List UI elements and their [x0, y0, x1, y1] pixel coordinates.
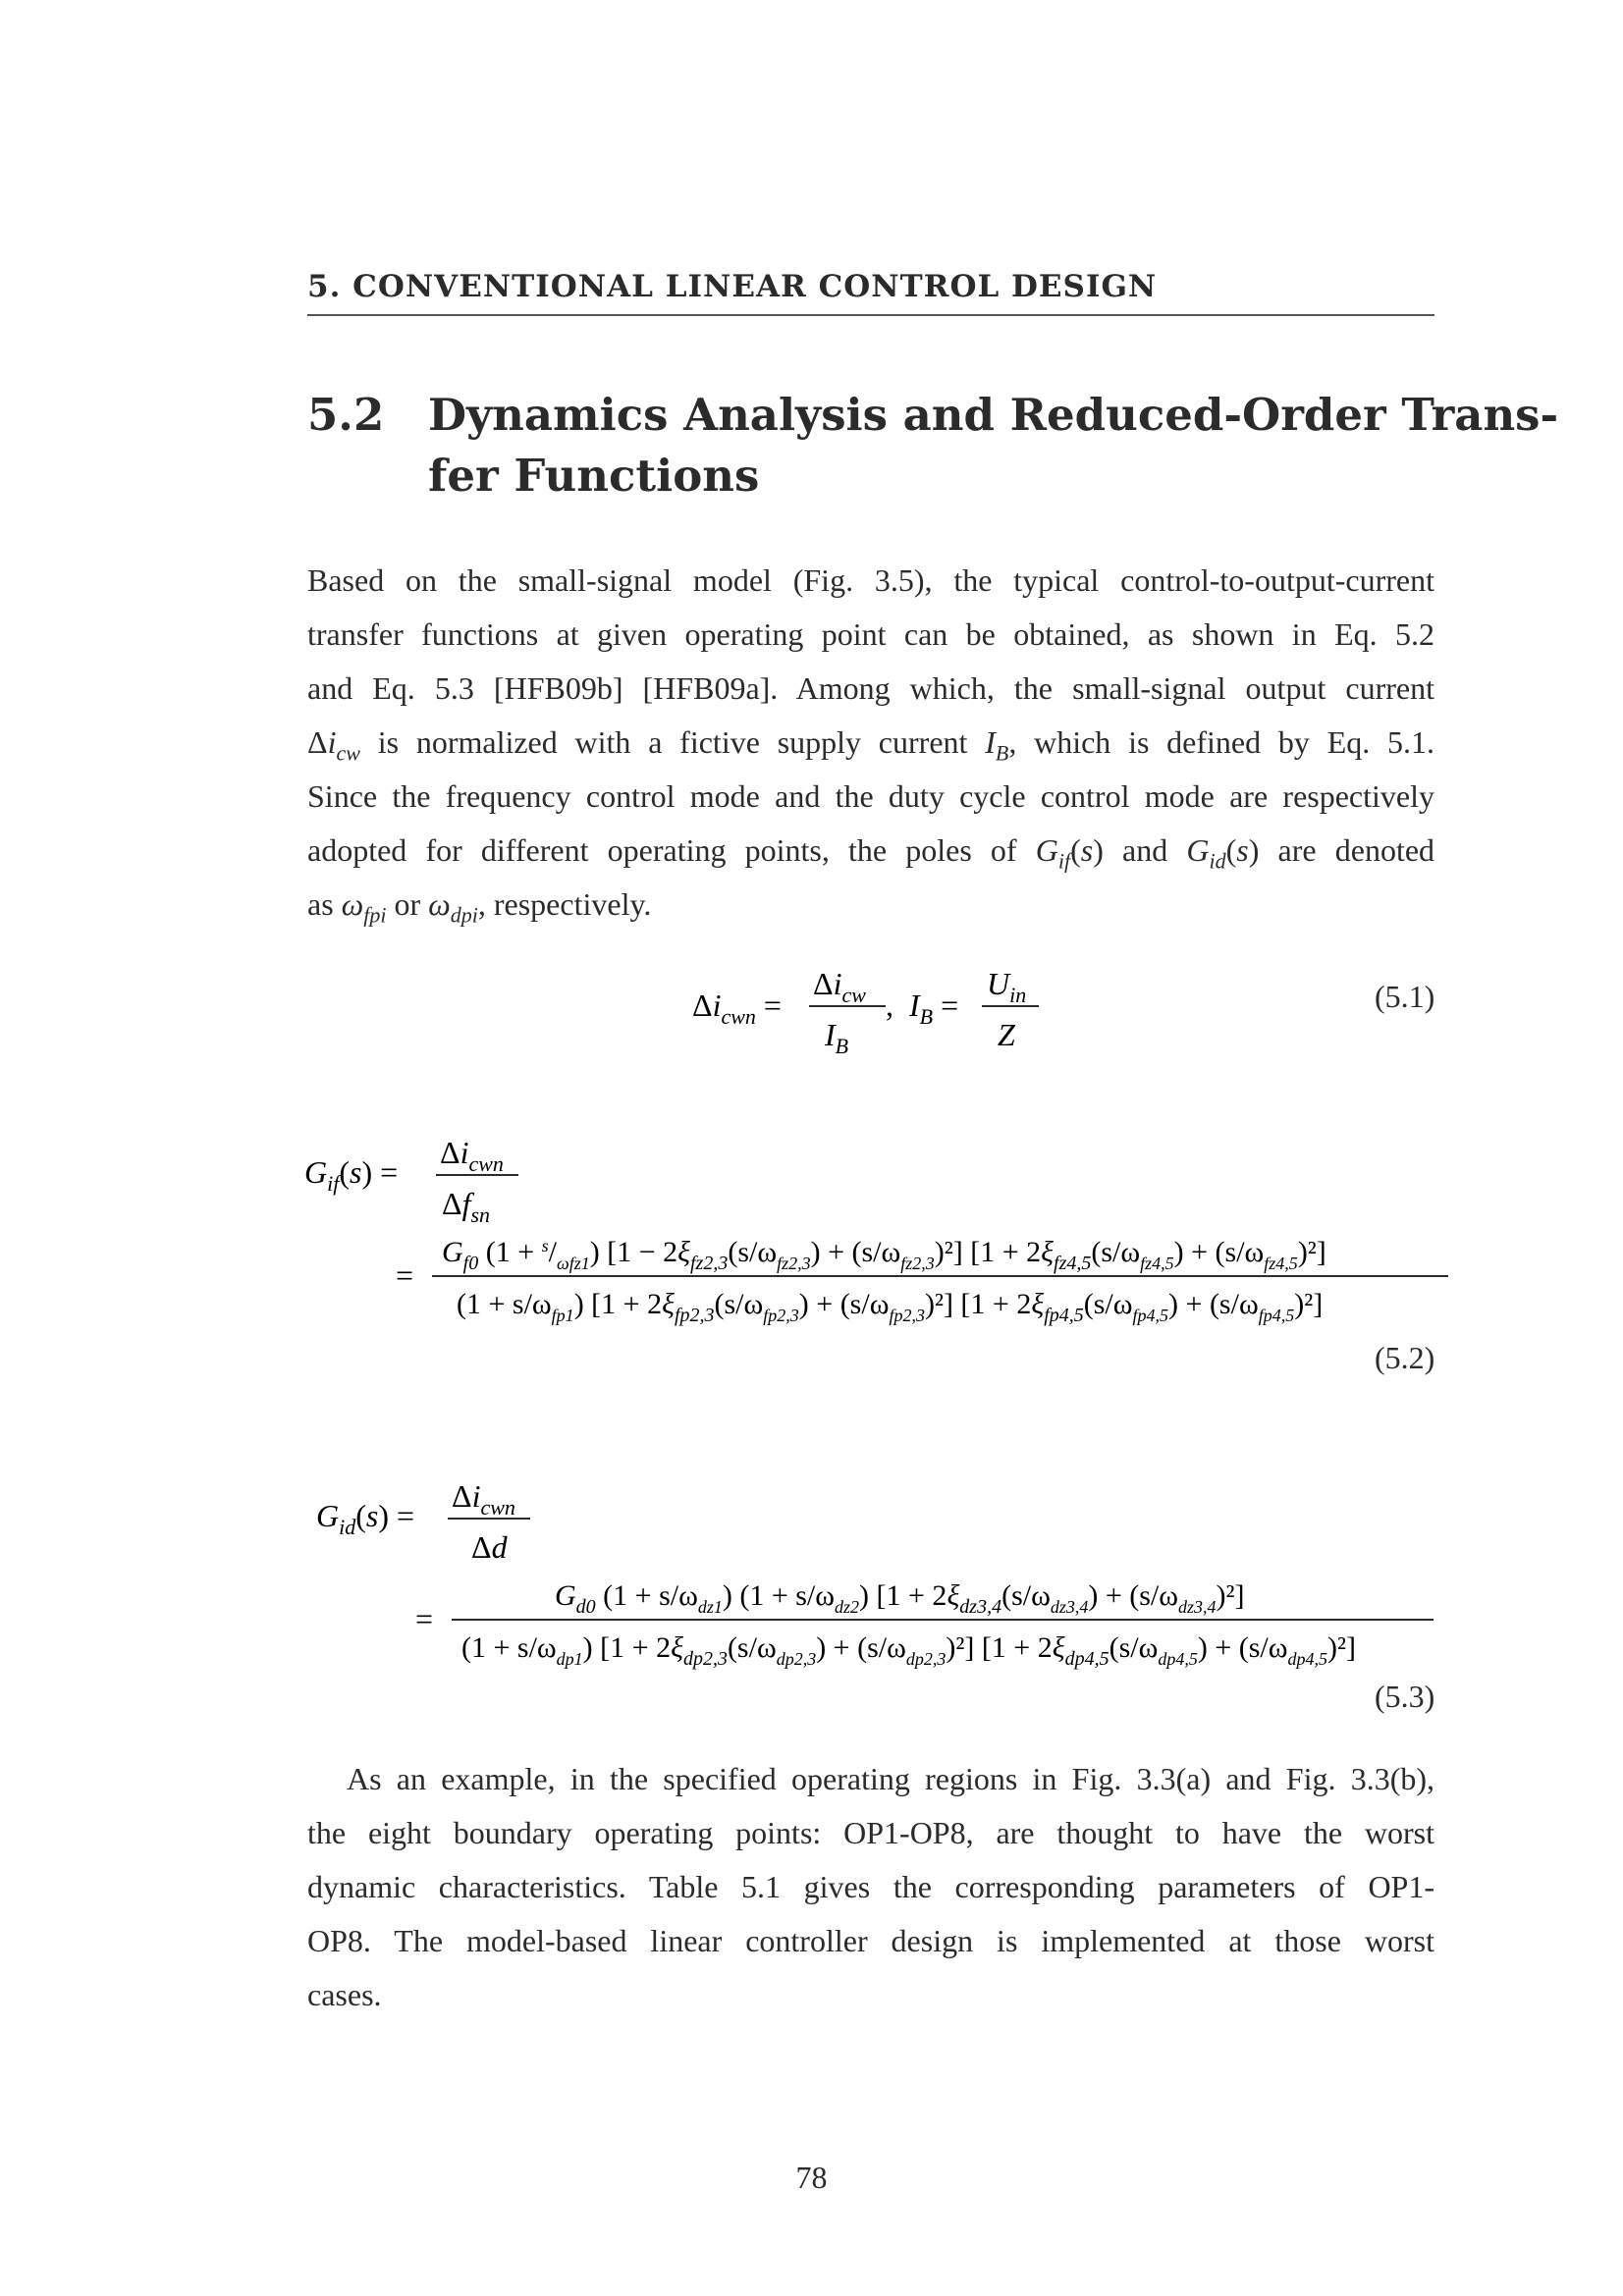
equation-number-5-3: (5.3)	[1375, 1679, 1435, 1714]
svg-text:Δicwn: $\Delta i_{cwn}$	[440, 1135, 504, 1176]
svg-text:,: ,	[886, 988, 893, 1023]
svg-text:Δd: Δd	[471, 1529, 508, 1565]
svg-text:Gf0 (1 + s/ωfz1) [1 − 2ξfz2,3(: $G_{f0}$ $(1 + ^s/_{\omega fz1})$ $[1 - 2\xi_{fz2,3}(s/\omega_{fz2,3}) + (s/\omega_{fz2,3})^2]$ $[1 + 2\xi_{fz4,5}(s/\omega_{fz4,5}) + (s/\omega_{fz4,5})^2]$	[442, 1236, 1326, 1274]
svg-text:IB =: $I_B$ =	[909, 988, 959, 1029]
paragraph-line: As an example, in the specified operating regions in Fig. 3.3(a) and Fig. 3.3(b),	[347, 1761, 1434, 1796]
equation-5-1	[677, 957, 1090, 1055]
svg-text:=: =	[415, 1601, 434, 1636]
svg-text:(1 + s/ωdp1) [1 + 2ξdp2,3(s/ωd: $(1 + s/\omega_{dp1})$ $[1 + 2\xi_{dp2,3}(s/\omega_{dp2,3}) + (s/\omega_{dp2,3})^2]$ $[1 + 2\xi_{dp4,5}(s/\omega_{dp4,5}) + (s/\omega_{dp4,5})^2]$	[461, 1631, 1356, 1670]
paragraph-line: dynamic characteristics. Table 5.1 gives the corresponding parameters of OP1-	[307, 1869, 1434, 1904]
paragraph-example	[307, 1752, 1434, 2022]
svg-text:Z: Z	[998, 1017, 1015, 1052]
equation-number-5-2: (5.2)	[1375, 1340, 1435, 1375]
svg-text:Δfsn: $\Delta f_{sn}$	[442, 1186, 491, 1227]
paragraph-line: and Eq. 5.3 [HFB09b] [HFB09a]. Among which, the small-signal output current	[307, 670, 1434, 706]
section-title-line-1: Dynamics Analysis and Reduced-Order Trans-	[428, 389, 1559, 441]
paragraph-line: $\Delta i_{cw}$ is normalized with a fictive supply current $I_B$, which is defined by Eq. 5.1.	[307, 724, 1435, 766]
equation-5-3	[304, 1463, 1453, 1679]
paragraph-line: the eight boundary operating points: OP1-OP8, are thought to have the worst	[307, 1815, 1434, 1850]
svg-text:Uin: $U_{in}$	[987, 966, 1027, 1007]
svg-text:Gid(s) =: $G_{id}(s)$ =	[316, 1498, 415, 1539]
paragraph-line: as $\omega_{fpi}$ or $\omega_{dpi}$, respectively.	[307, 886, 652, 928]
equation-5-2	[295, 1119, 1453, 1335]
section-number: 5.2	[307, 389, 385, 441]
page-number: 78	[795, 2160, 828, 2195]
svg-text:Δicwn: $\Delta i_{cwn}$	[452, 1478, 515, 1520]
paragraph-line: Based on the small-signal model (Fig. 3.5), the typical control-to-output-current	[307, 562, 1434, 598]
svg-text:IB: $I_B$	[825, 1017, 849, 1055]
svg-text:Δicwn =: $\Delta i_{cwn}$ =	[692, 988, 782, 1029]
paragraph-line: adopted for different operating points, the poles of $G_{if}(s)$ and $G_{id}(s)$ are denoted	[307, 832, 1435, 874]
svg-text:Gif(s) =: $G_{if}(s)$ =	[304, 1154, 399, 1196]
svg-text:Δicw: $\Delta i_{cw}$	[813, 966, 866, 1007]
svg-text:=: =	[396, 1257, 414, 1293]
section-title-line-2: fer Functions	[428, 450, 760, 502]
paragraph-line: Since the frequency control mode and the duty cycle control mode are respectively	[307, 778, 1434, 814]
paragraph-line: OP8. The model-based linear controller design is implemented at those worst	[307, 1923, 1434, 1958]
svg-text:Gd0 (1 + s/ωdz1) (1 + s/ωdz2): $G_{d0}$ $(1 + s/\omega_{dz1})$ $(1 + s/\omega_{dz2})$ $[1 + 2\xi_{dz3,4}(s/\omega_{dz3,4}) + (s/\omega_{dz3,4})^2]$	[555, 1579, 1245, 1618]
running-header: 5. CONVENTIONAL LINEAR CONTROL DESIGN	[307, 269, 1434, 316]
paragraph-intro	[307, 554, 1434, 932]
paragraph-line: transfer functions at given operating point can be obtained, as shown in Eq. 5.2	[307, 616, 1434, 652]
paragraph-line: cases.	[307, 1977, 382, 2012]
equation-number-5-1: (5.1)	[1375, 979, 1435, 1014]
svg-text:(1 + s/ωfp1) [1 + 2ξfp2,3(s/ωf: $(1 + s/\omega_{fp1})$ $[1 + 2\xi_{fp2,3}(s/\omega_{fp2,3}) + (s/\omega_{fp2,3})^2]$ $[1 + 2\xi_{fp4,5}(s/\omega_{fp4,5}) + (s/\omega_{fp4,5})^2]$	[457, 1288, 1324, 1326]
